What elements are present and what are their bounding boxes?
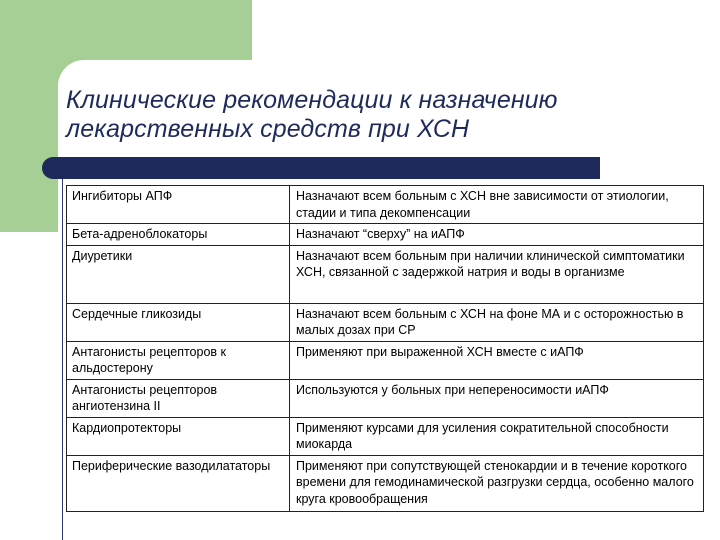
recommendation-cell: Назначают всем больным с ХСН на фоне МА и с осторожностью в малых дозах при СР xyxy=(290,303,704,341)
drug-class-cell: Периферические вазодилататоры xyxy=(67,455,290,511)
table-row xyxy=(67,455,704,511)
table-row xyxy=(67,186,704,224)
recommendation-cell: Применяют при сопутствующей стенокардии и в течение короткого времени для гемодинамической разгрузки сердца, особенно малого круга кровообращения xyxy=(290,455,704,511)
table-row xyxy=(67,341,704,379)
drug-class-cell: Бета-адреноблокаторы xyxy=(67,224,290,246)
table-row xyxy=(67,245,704,303)
table-row xyxy=(67,303,704,341)
recommendation-cell: Назначают всем больным с ХСН вне зависимости от этиологии, стадии и типа декомпенсации xyxy=(290,186,704,224)
title-underline-bar xyxy=(42,157,600,179)
drug-class-cell: Сердечные гликозиды xyxy=(67,303,290,341)
recommendation-cell: Назначают “сверху” на иАПФ xyxy=(290,224,704,246)
drug-class-cell: Диуретики xyxy=(67,245,290,303)
drug-class-cell: Кардиопротекторы xyxy=(67,417,290,455)
drug-class-cell: Ингибиторы АПФ xyxy=(67,186,290,224)
table-row xyxy=(67,417,704,455)
slide-title-line-2: лекарственных средств при ХСН xyxy=(66,115,470,143)
recommendation-cell: Назначают всем больным при наличии клинической симптоматики ХСН, связанной с задержкой натрия и воды в организме xyxy=(290,245,704,303)
table-row xyxy=(67,224,704,246)
recommendations-table xyxy=(66,185,704,512)
drug-class-cell: Антагонисты рецепторов к альдостерону xyxy=(67,341,290,379)
recommendation-cell: Применяют при выраженной ХСН вместе с иАПФ xyxy=(290,341,704,379)
slide-title xyxy=(66,86,558,144)
drug-class-cell: Антагонисты рецепторов ангиотензина II xyxy=(67,379,290,417)
recommendation-cell: Используются у больных при непереносимости иАПФ xyxy=(290,379,704,417)
table-row xyxy=(67,379,704,417)
slide-title-line-1: Клинические рекомендации к назначению xyxy=(66,86,558,114)
recommendation-cell: Применяют курсами для усиления сократительной способности миокарда xyxy=(290,417,704,455)
decorative-left-line xyxy=(62,178,63,540)
